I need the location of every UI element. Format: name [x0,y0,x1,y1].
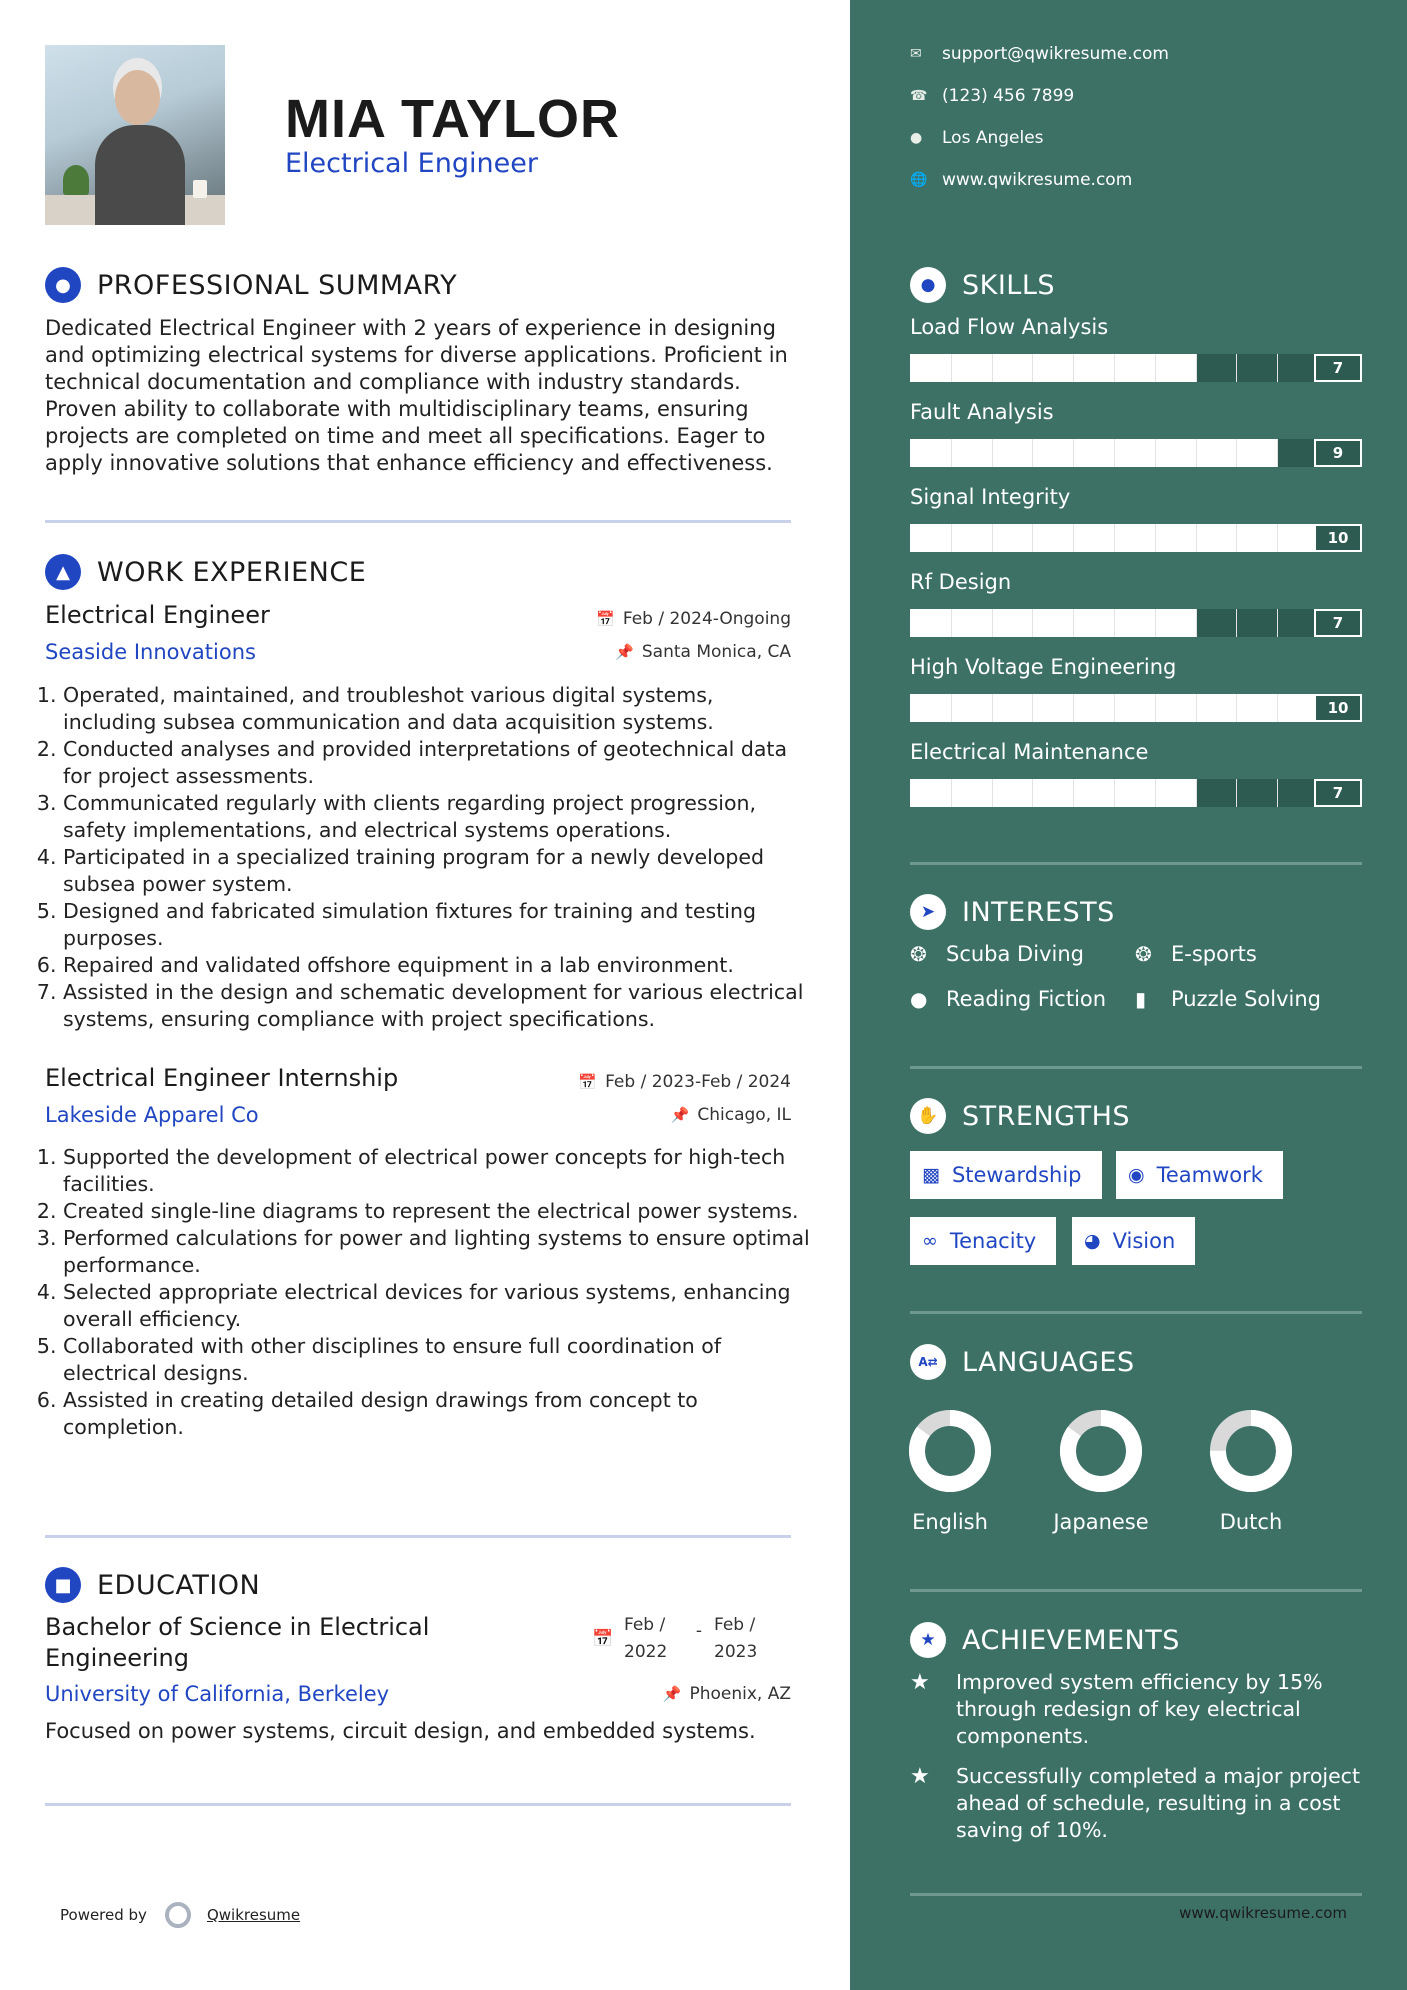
interest-item: ❂ E-sports [1135,942,1257,966]
paper-plane-icon: ➤ [910,894,946,930]
skill-level: 10 [1314,694,1362,722]
achievement-item: ★ Successfully completed a major project ahead of schedule, resulting in a cost saving of 10%. [910,1764,1360,1842]
skill-bar-fill [910,779,1196,807]
list-item: 3. Performed calculations for power and lighting systems to ensure optimal performance. [63,1225,813,1279]
footer-website[interactable]: www.qwikresume.com [1179,1904,1347,1922]
school-location: 📌 Phoenix, AZ [662,1684,791,1704]
interests-heading [910,894,1115,930]
skills-heading [910,267,1055,303]
profile-photo [45,45,225,225]
list-item: 5. Collaborated with other disciplines to ensure full coordination of electrical designs. [63,1333,813,1387]
qwikresume-link[interactable]: Qwikresume [206,1906,301,1924]
job-dates: 📅 Feb / 2024-Ongoing [596,609,791,629]
language-donut [905,1406,995,1496]
list-item: 6. Repaired and validated offshore equipment in a lab environment. [63,952,813,979]
list-item: 1. Operated, maintained, and troubleshot various digital systems, including subsea communication and data acquisition systems. [63,682,813,736]
link-icon: ∞ [922,1230,938,1252]
skill-name: Fault Analysis [910,400,1054,424]
calendar-icon: 📅 [592,1629,614,1649]
list-item: 1. Supported the development of electrical power concepts for high-tech facilities. [63,1144,813,1198]
language-name: Dutch [1219,1510,1283,1534]
pin-icon: 📌 [670,1106,690,1124]
interest-item: ● Reading Fiction [910,987,1107,1011]
skill-name: High Voltage Engineering [910,655,1177,679]
skill-bar [910,354,1362,382]
divider [45,1535,791,1538]
skills-title: SKILLS [962,269,1056,301]
star-icon: ★ [910,1764,930,1789]
job-title: Electrical Engineer [45,601,270,629]
list-item: 4. Selected appropriate electrical devices for various systems, enhancing overall efficiency. [63,1279,813,1333]
skill-level: 7 [1314,354,1362,382]
qwikresume-logo-icon [165,1902,191,1928]
phone-icon: ☎ [910,88,928,104]
briefcase-icon: ▩ [922,1164,940,1186]
language-item [1191,1406,1311,1534]
skill-bar-fill [910,609,1196,637]
skill-bar-fill [910,524,1318,552]
language-name: English [912,1510,988,1534]
list-item: 3. Communicated regularly with clients regarding project progression, safety implementations, and electrical systems operations. [63,790,813,844]
skill-level: 9 [1314,439,1362,467]
list-item: 7. Assisted in the design and schematic development for various electrical systems, ensuring compliance with project specifications. [63,979,813,1033]
skill-level: 7 [1314,779,1362,807]
strengths-title: STRENGTHS [962,1100,1131,1132]
skill-bar-fill [910,694,1318,722]
candidate-title: Electrical Engineer [285,148,538,179]
star-icon: ★ [910,1670,930,1695]
divider [910,862,1362,865]
school-name: University of California, Berkeley [45,1682,390,1706]
strengths-heading [910,1098,1130,1134]
education-heading [45,1567,260,1603]
strength-chip: ∞ Tenacity [910,1217,1056,1265]
star-badge-icon: ★ [910,1622,946,1658]
list-item: 4. Participated in a specialized training program for a newly developed subsea power system. [63,844,813,898]
divider [910,1066,1362,1069]
job-location: 📌 Santa Monica, CA [615,642,791,662]
skill-name: Electrical Maintenance [910,740,1149,764]
job-dates: 📅 Feb / 2023-Feb / 2024 [578,1072,791,1092]
education-title: EDUCATION [97,1569,261,1601]
summary-heading [45,267,457,303]
list-item: 6. Assisted in creating detailed design drawings from concept to completion. [63,1387,813,1441]
list-item: 5. Designed and fabricated simulation fixtures for training and testing purposes. [63,898,813,952]
language-name: Japanese [1053,1510,1149,1534]
skill-bar [910,439,1362,467]
job-company: Seaside Innovations [45,640,256,664]
languages-title: LANGUAGES [962,1346,1135,1378]
education-description: Focused on power systems, circuit design, and embedded systems. [45,1719,756,1743]
candidate-name: MIA TAYLOR [285,89,621,149]
graduation-cap-icon: ■ [45,1567,81,1603]
translate-icon: A⇄ [910,1344,946,1380]
strength-chip: ◕ Vision [1072,1217,1195,1265]
contact-website[interactable]: 🌐 www.qwikresume.com [910,170,1133,190]
skill-bar-fill [910,354,1196,382]
skill-bar-fill [910,439,1277,467]
calendar-icon: 📅 [596,610,615,628]
gamepad-icon: ● [910,987,928,1011]
globe-icon: 🌐 [910,172,928,188]
list-item: 2. Created single-line diagrams to represent the electrical power systems. [63,1198,813,1225]
language-donut [1206,1406,1296,1496]
divider [910,1893,1362,1896]
binoculars-icon: ◕ [1084,1230,1101,1252]
lightbulb-icon: ● [910,267,946,303]
skill-name: Load Flow Analysis [910,315,1109,339]
calendar-icon: 📅 [578,1073,598,1091]
achievements-heading [910,1622,1180,1658]
fist-icon: ✋ [910,1098,946,1134]
divider [910,1589,1362,1592]
divider [45,1803,791,1806]
interests-title: INTERESTS [962,896,1115,928]
skill-level: 10 [1314,524,1362,552]
job-location: 📌 Chicago, IL [670,1105,791,1125]
skill-name: Signal Integrity [910,485,1071,509]
summary-title: PROFESSIONAL SUMMARY [97,269,458,301]
skill-bar [910,779,1362,807]
strength-chip: ▩ Stewardship [910,1151,1102,1199]
language-item [890,1406,1010,1534]
life-ring-icon: ❂ [910,942,927,966]
map-marker-icon: ● [910,130,923,146]
achievement-item: ★ Improved system efficiency by 15% through redesign of key electrical components. [910,1670,1323,1748]
pin-icon: 📌 [615,643,634,661]
life-ring-icon: ❂ [1135,942,1152,966]
education-dates: 📅 Feb / 2022 - Feb / 2023 [592,1612,774,1666]
skill-name: Rf Design [910,570,1012,594]
interest-item: ▮ Puzzle Solving [1135,987,1321,1011]
divider [45,520,791,523]
divider [910,1311,1362,1314]
envelope-icon: ✉ [910,46,922,62]
contact-location: ● Los Angeles [910,128,1044,148]
skill-bar [910,609,1362,637]
strength-chip: ◉ Teamwork [1116,1151,1283,1199]
book-icon: ▮ [1135,987,1147,1011]
contact-phone[interactable]: ☎ (123) 456 7899 [910,86,1075,106]
summary-text: Dedicated Electrical Engineer with 2 years of experience in designing and optimizing electrical systems for diverse applications. Proficient in technical documentation and compliance with industry standards. Proven ability to collaborate with multidisciplinary teams, ensuring projects are completed on time and meet all specifications. Eager to apply innovative solutions that enhance efficiency and effectiveness. [45,316,788,475]
skill-level: 7 [1314,609,1362,637]
user-icon: ● [45,267,81,303]
sidebar [850,0,1407,1990]
language-donut [1056,1406,1146,1496]
skill-bar [910,524,1362,552]
skill-bar [910,694,1362,722]
achievements-title: ACHIEVEMENTS [962,1624,1180,1656]
job-title: Electrical Engineer Internship [45,1064,399,1092]
experience-title: WORK EXPERIENCE [97,556,367,588]
languages-heading [910,1344,1135,1380]
pin-icon: 📌 [662,1685,682,1703]
job-company: Lakeside Apparel Co [45,1103,259,1127]
job-duties-list [45,682,813,1033]
users-icon: ◉ [1128,1164,1145,1186]
office-chair-icon: ▲ [45,554,81,590]
interest-item: ❂ Scuba Diving [910,942,1084,966]
degree-title: Bachelor of Science in Electrical Engineering [45,1613,430,1672]
list-item: 2. Conducted analyses and provided interpretations of geotechnical data for project assessments. [63,736,813,790]
contact-email[interactable]: ✉ support@qwikresume.com [910,44,1169,64]
powered-by: Powered by Qwikresume [60,1902,300,1928]
experience-heading [45,554,366,590]
job-duties-list [45,1144,813,1441]
language-item [1041,1406,1161,1534]
